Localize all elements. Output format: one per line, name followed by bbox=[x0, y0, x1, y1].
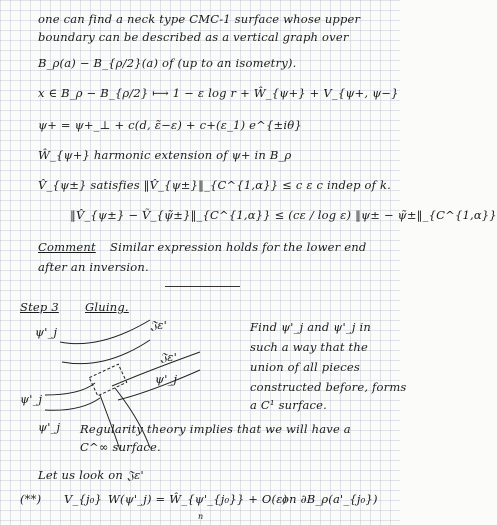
note-line-5: Ŵ_{ψ+} harmonic extension of ψ+ in B_ρ bbox=[38, 148, 292, 162]
regularity-line-1: Regularity theory implies that we will have a bbox=[80, 422, 351, 436]
look-line: Let us look on 𝔍ε' bbox=[38, 468, 144, 482]
fig-h-label-2: 𝔍ε' bbox=[160, 350, 177, 364]
para-line-1: Find ψ'_j and ψ'_j in bbox=[250, 320, 371, 334]
fig-h-label-1: 𝔍ε' bbox=[150, 318, 167, 332]
para-line-5: a C¹ surface. bbox=[250, 398, 327, 412]
note-line-8: Similar expression holds for the lower end bbox=[110, 240, 367, 254]
note-line-2: B_ρ(a) − B_{ρ/2}(a) of (up to an isometry). bbox=[38, 56, 297, 70]
para-line-2: such a way that the bbox=[250, 340, 368, 354]
page-mark: n bbox=[198, 512, 204, 521]
fig-psi-left: ψ'_j bbox=[20, 392, 43, 406]
note-line-1a: one can find a neck type CMC-1 surface whose upper bbox=[38, 12, 361, 26]
note-line-7: ‖V̂_{ψ±} − Ṽ_{ψ̃±}‖_{C^{1,α}} ≤ (cε / log ε) ‖ψ± − ψ̃±‖_{C^{1,α}} bbox=[70, 208, 497, 222]
equation-lhs: V_{j₀} bbox=[64, 492, 103, 506]
step-label: Step 3 bbox=[20, 300, 59, 314]
para-line-4: constructed before, forms bbox=[250, 380, 407, 394]
step-title: Gluing. bbox=[85, 300, 129, 314]
fig-psi-top: ψ'_j bbox=[35, 325, 58, 339]
note-line-4: ψ+ = ψ+_⊥ + c(d, ε̃−ε) + c+(ε_1) e^{±iθ} bbox=[38, 118, 302, 132]
note-line-1b: boundary can be described as a vertical graph over bbox=[38, 30, 349, 44]
equation-mid: W(ψ'_j) = Ŵ_{ψ'_{j₀}} + O(ε) bbox=[108, 492, 288, 506]
note-line-3: x ∈ B_ρ − B_{ρ/2} ⟼ 1 − ε log r + Ŵ_{ψ+} + V_{ψ+, ψ−} bbox=[38, 86, 399, 100]
fig-psi-bottom: ψ'_j bbox=[38, 420, 61, 434]
fig-psi-right: ψ'_j bbox=[155, 372, 178, 386]
equation-tag: (**) bbox=[20, 492, 42, 506]
comment-label: Comment bbox=[38, 240, 96, 254]
equation-rhs: on ∂B_ρ(a'_{j₀}) bbox=[282, 492, 378, 506]
regularity-line-2: C^∞ surface. bbox=[80, 440, 161, 454]
para-line-3: union of all pieces bbox=[250, 360, 360, 374]
note-line-6: V̂_{ψ±} satisfies ‖V̂_{ψ±}‖_{C^{1,α}} ≤ c ε c indep of k. bbox=[38, 178, 391, 192]
note-line-9: after an inversion. bbox=[38, 260, 149, 274]
